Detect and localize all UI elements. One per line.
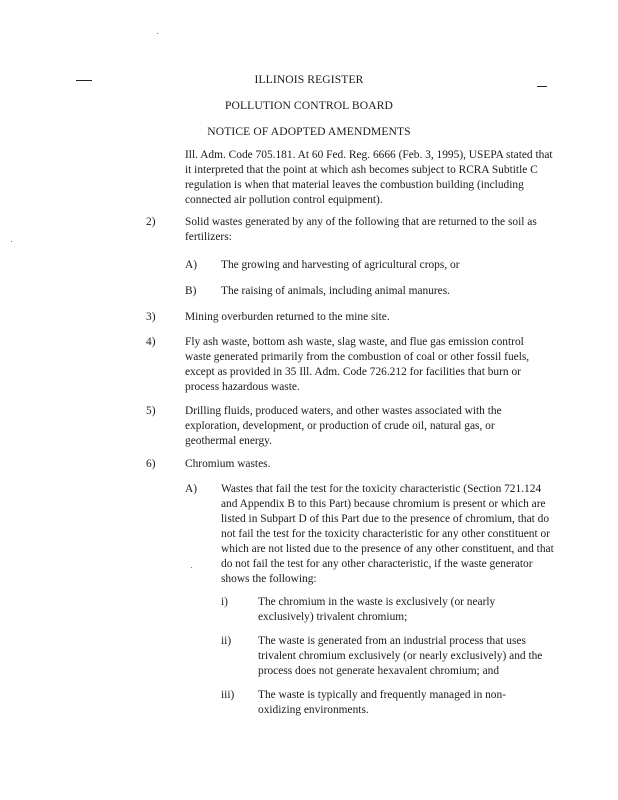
item-4-text: Fly ash waste, bottom ash waste, slag waste, and flue gas emission control waste generated primarily from the combustion of coal or other fossil fuels, except as provided in 35 Ill. Adm. Code 726.212 for facilities that burn or process hazardous waste. — [185, 336, 530, 393]
item-6-a-text: Wastes that fail the test for the toxicity characteristic (Section 721.124 and Appendix B to this Part) because chromium is present or which are listed in Subpart D of this Part due to the presence of chromium, that do not fail the test for the toxicity characteristic for any other constituent or which are not listed due to the presence of any other constituent, and that do not fail the test for any other characteristic, if the waste generator shows the following: — [221, 483, 554, 585]
item-6-a-i-text: The chromium in the waste is exclusively (or nearly exclusively) trivalent chromium; — [258, 596, 496, 623]
item-3-number: 3) — [146, 311, 156, 323]
item-5-text: Drilling fluids, produced waters, and other wastes associated with the exploration, development, or production of crude oil, natural gas, or geothermal energy. — [185, 405, 502, 447]
item-6-a-i-number: i) — [221, 596, 228, 608]
item-3-text: Mining overburden returned to the mine site. — [185, 311, 390, 323]
register-title: ILLINOIS REGISTER — [254, 73, 364, 86]
item-2-a-number: A) — [185, 259, 198, 271]
board-title: POLLUTION CONTROL BOARD — [224, 99, 394, 112]
item-6-number: 6) — [146, 458, 156, 470]
item-2-b-text: The raising of animals, including animal manures. — [221, 285, 451, 297]
item-6-a-ii-text: The waste is generated from an industrial process that uses trivalent chromium exclusively (or nearly exclusively) and the process does not generate hexavalent chromium; and — [258, 635, 543, 677]
scan-speck — [157, 33, 158, 34]
item-4-number: 4) — [146, 336, 156, 348]
item-6-a-ii-number: ii) — [221, 635, 232, 647]
item-2-a-text: The growing and harvesting of agricultural crops, or — [221, 259, 460, 271]
scan-speck — [191, 567, 192, 568]
scan-speck — [11, 241, 12, 242]
item-6-a-iii-number: iii) — [221, 689, 235, 701]
item-6-a-number: A) — [185, 483, 198, 495]
item-6-text: Chromium wastes. — [185, 458, 271, 470]
item-5-number: 5) — [146, 405, 156, 417]
notice-title: NOTICE OF ADOPTED AMENDMENTS — [207, 125, 411, 138]
continuation-paragraph: Ill. Adm. Code 705.181. At 60 Fed. Reg. 6666 (Feb. 3, 1995), USEPA stated that it interpreted that the point at which ash becomes subject to RCRA Subtitle C regulation is when that material leaves the combustion building (including connected air pollution control equipment). — [185, 149, 553, 206]
item-6-a-iii-text: The waste is typically and frequently managed in non-oxidizing environments. — [258, 689, 506, 716]
item-2-number: 2) — [146, 216, 156, 228]
item-2-b-number: B) — [185, 285, 197, 297]
item-2-text: Solid wastes generated by any of the following that are returned to the soil as fertilizers: — [185, 216, 537, 243]
